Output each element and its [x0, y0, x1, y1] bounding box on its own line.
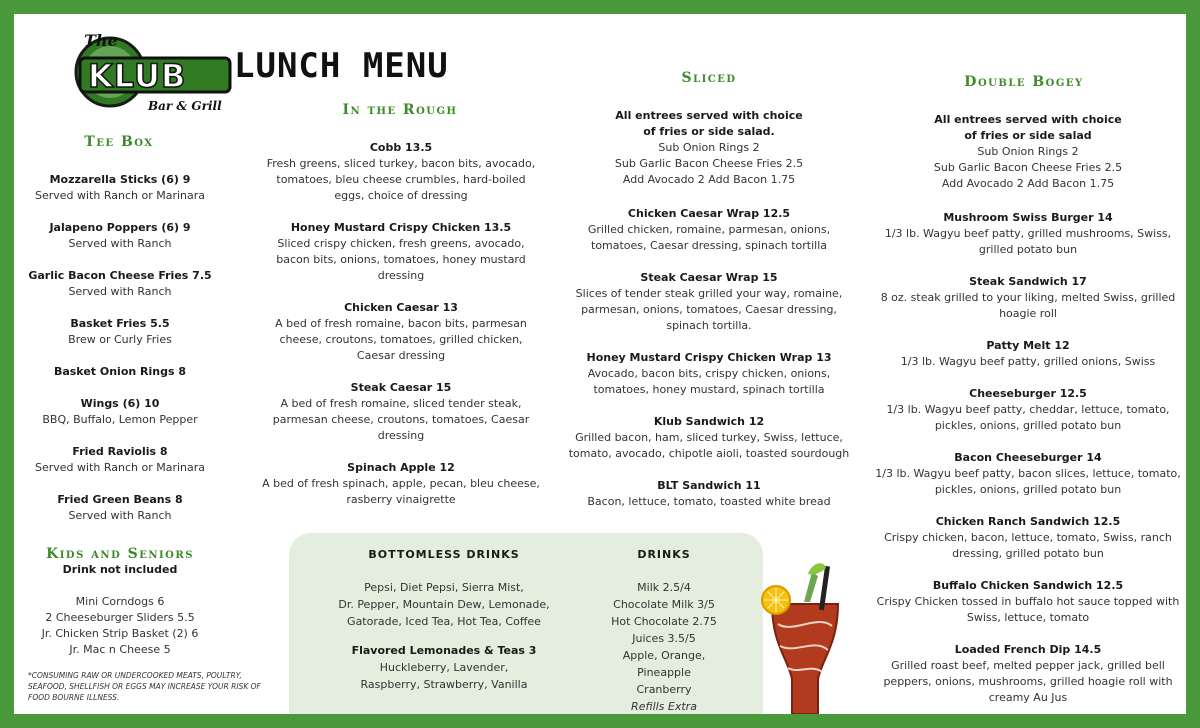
bogey-item-desc: 1/3 lb. Wagyu beef patty, grilled mushrooms, Swiss, grilled potato bun [884, 227, 1172, 256]
rough-item-desc: Fresh greens, sliced turkey, bacon bits, avocado, tomatoes, bleu cheese crumbles, hard-boiled eggs, choice of dressing [266, 157, 536, 202]
sliced-item-name: Klub Sandwich 12 [653, 415, 765, 428]
kids-note: Drink not included [62, 563, 178, 576]
kids-section [14, 546, 226, 658]
sliced-item-desc: Grilled bacon, ham, sliced turkey, Swiss, lettuce, tomato, avocado, chipotle aioli, toasted sourdough [568, 431, 850, 460]
sliced-intro-lead: All entrees served with choice of fries or side salad. [615, 109, 803, 138]
tee-box-item-name: Fried Raviolis 8 [72, 445, 168, 458]
sliced-intro [559, 108, 859, 188]
tee-box-item-desc: Served with Ranch [68, 237, 172, 250]
bogey-item-name: Mushroom Swiss Burger 14 [943, 211, 1113, 224]
tee-box-item [14, 172, 226, 204]
kids-item: 2 Cheeseburger Sliders 5.5 [45, 611, 195, 624]
rough-list [260, 140, 542, 524]
bottomless-heading: BOTTOMLESS DRINKS [368, 548, 520, 561]
sliced-item-name: Honey Mustard Crispy Chicken Wrap 13 [586, 351, 832, 364]
flavored-heading: Flavored Lemonades & Teas 3 [351, 644, 537, 657]
sliced-heading: Sliced [681, 70, 737, 86]
kids-item: Jr. Mac n Cheese 5 [69, 643, 171, 656]
bogey-item [872, 450, 1184, 498]
bogey-item [872, 642, 1184, 706]
tee-box-item-desc: Served with Ranch or Marinara [34, 189, 206, 202]
drinks-line: Cranberry [636, 683, 692, 696]
logo-tagline-text: Bar & Grill [148, 99, 222, 113]
bogey-item-desc: Grilled roast beef, melted pepper jack, grilled bell peppers, onions, mushrooms, grilled hoagie roll with creamy Au Jus [883, 659, 1173, 704]
rough-item [260, 220, 542, 284]
bogey-intro [872, 112, 1184, 192]
kids-item: Mini Corndogs 6 [75, 595, 165, 608]
rough-item [260, 300, 542, 364]
bogey-item-name: Chicken Ranch Sandwich 12.5 [935, 515, 1121, 528]
bogey-item-desc: Crispy chicken, bacon, lettuce, tomato, Swiss, ranch dressing, grilled potato bun [884, 531, 1172, 560]
tee-box-item [14, 364, 226, 380]
bloody-mary-glass-image [752, 554, 862, 714]
sliced-item [559, 270, 859, 334]
bogey-item [872, 210, 1184, 258]
tee-box-item-desc: Served with Ranch [68, 509, 172, 522]
tee-box-item-name: Basket Onion Rings 8 [53, 365, 187, 378]
kids-heading: Kids and Seniors [46, 546, 194, 562]
bogey-intro-line: Sub Onion Rings 2 [977, 145, 1079, 158]
bogey-item [872, 386, 1184, 434]
tee-box-item-desc: Served with Ranch [68, 285, 172, 298]
tee-box-heading: Tee Box [84, 134, 154, 150]
sliced-item-desc: Avocado, bacon bits, crispy chicken, onions, tomatoes, honey mustard, spinach tortilla [587, 367, 831, 396]
tee-box-item-name: Wings (6) 10 [80, 397, 160, 410]
rough-item-name: Honey Mustard Crispy Chicken 13.5 [290, 221, 512, 234]
bogey-item-desc: 1/3 lb. Wagyu beef patty, grilled onions, Swiss [900, 355, 1156, 368]
tee-box-item-name: Basket Fries 5.5 [70, 317, 170, 330]
bottomless-line: Pepsi, Diet Pepsi, Sierra Mist, [364, 581, 524, 594]
tee-box-item [14, 316, 226, 348]
bogey-item [872, 578, 1184, 626]
bogey-item [872, 514, 1184, 562]
rough-heading: In the Rough [342, 102, 458, 118]
rough-item-name: Spinach Apple 12 [347, 461, 455, 474]
tee-box-item [14, 220, 226, 252]
sliced-item-desc: Grilled chicken, romaine, parmesan, onions, tomatoes, Caesar dressing, spinach tortilla [587, 223, 831, 252]
bogey-item-desc: 8 oz. steak grilled to your liking, melted Swiss, grilled hoagie roll [880, 291, 1176, 320]
drinks-line: Apple, Orange, [622, 649, 706, 662]
tee-box-list [14, 172, 226, 540]
bogey-intro-lead: All entrees served with choice of fries or side salad [934, 113, 1122, 142]
rough-item-desc: A bed of fresh romaine, bacon bits, parmesan cheese, croutons, tomatoes, grilled chicken, Caesar dressing [275, 317, 527, 362]
rough-item-name: Cobb 13.5 [369, 141, 433, 154]
drinks-line: Juices 3.5/5 [632, 632, 696, 645]
rough-item-name: Chicken Caesar 13 [344, 301, 458, 314]
tee-box-item-desc: BBQ, Buffalo, Lemon Pepper [42, 413, 198, 426]
logo-the-text: The [84, 31, 118, 50]
drinks-line: Pineapple [637, 666, 691, 679]
tee-box-item [14, 444, 226, 476]
flavored-line: Raspberry, Strawberry, Vanilla [360, 678, 528, 691]
bogey-section [872, 112, 1184, 722]
bogey-heading: Double Bogey [964, 74, 1084, 90]
tee-box-item-desc: Served with Ranch or Marinara [34, 461, 206, 474]
rough-item-name: Steak Caesar 15 [350, 381, 452, 394]
bogey-item-name: Buffalo Chicken Sandwich 12.5 [932, 579, 1124, 592]
flavored-line: Huckleberry, Lavender, [379, 661, 509, 674]
bottomless-line: Dr. Pepper, Mountain Dew, Lemonade, [338, 598, 550, 611]
tee-box-item [14, 268, 226, 300]
sliced-item [559, 478, 859, 510]
bogey-item-name: Steak Sandwich 17 [969, 275, 1087, 288]
tee-box-item-name: Mozzarella Sticks (6) 9 [49, 173, 191, 186]
tee-box-item-name: Garlic Bacon Cheese Fries 7.5 [28, 269, 212, 282]
bogey-item-desc: 1/3 lb. Wagyu beef patty, cheddar, lettuce, tomato, pickles, onions, grilled potato bun [886, 403, 1170, 432]
sliced-item [559, 206, 859, 254]
bogey-item-desc: 1/3 lb. Wagyu beef patty, bacon slices, lettuce, tomato, pickles, onions, grilled potato bun [875, 467, 1181, 496]
sliced-item-name: Steak Caesar Wrap 15 [640, 271, 778, 284]
sliced-item-name: Chicken Caesar Wrap 12.5 [627, 207, 791, 220]
kids-item: Jr. Chicken Strip Basket (2) 6 [41, 627, 199, 640]
rough-item [260, 140, 542, 204]
tee-box-item [14, 396, 226, 428]
sliced-intro-line: Sub Garlic Bacon Cheese Fries 2.5 [614, 157, 804, 170]
rough-item-desc: Sliced crispy chicken, fresh greens, avocado, bacon bits, onions, tomatoes, honey mustard dressing [276, 237, 526, 282]
bogey-intro-line: Add Avocado 2 Add Bacon 1.75 [941, 177, 1115, 190]
bogey-item-name: Bacon Cheeseburger 14 [954, 451, 1102, 464]
bogey-item-desc: Crispy Chicken tossed in buffalo hot sauce topped with Swiss, lettuce, tomato [876, 595, 1180, 624]
sliced-item [559, 350, 859, 398]
sliced-intro-line: Add Avocado 2 Add Bacon 1.75 [622, 173, 796, 186]
sliced-item-desc: Bacon, lettuce, tomato, toasted white bread [587, 495, 831, 508]
drinks-heading: DRINKS [637, 548, 691, 561]
sliced-intro-line: Sub Onion Rings 2 [658, 141, 760, 154]
sliced-item [559, 414, 859, 462]
sliced-item-desc: Slices of tender steak grilled your way, romaine, parmesan, onions, tomatoes, Caesar dressing, spinach tortilla. [575, 287, 843, 332]
rough-item [260, 380, 542, 444]
bogey-item-name: Loaded French Dip 14.5 [954, 643, 1102, 656]
rough-item-desc: A bed of fresh romaine, sliced tender steak, parmesan cheese, croutons, tomatoes, Caesar dressing [272, 397, 530, 442]
bogey-item-name: Cheeseburger 12.5 [969, 387, 1087, 400]
sliced-item-name: BLT Sandwich 11 [657, 479, 761, 492]
bogey-item [872, 338, 1184, 370]
drinks-list [586, 546, 742, 715]
bottomless-line: Gatorade, Iced Tea, Hot Tea, Coffee [347, 615, 541, 628]
drinks-line: Chocolate Milk 3/5 [613, 598, 715, 611]
tee-box-item [14, 492, 226, 524]
logo-brand-text: KLUB [88, 57, 187, 95]
tee-box-item-name: Fried Green Beans 8 [57, 493, 183, 506]
kids-list [14, 594, 226, 658]
rough-item-desc: A bed of fresh spinach, apple, pecan, bleu cheese, rasberry vinaigrette [262, 477, 540, 506]
sliced-section [559, 108, 859, 526]
tee-box-item-desc: Brew or Curly Fries [68, 333, 172, 346]
refills-note: Refills Extra [631, 700, 697, 713]
drinks-line: Milk 2.5/4 [637, 581, 691, 594]
bogey-item-name: Patty Melt 12 [986, 339, 1070, 352]
tee-box-item-name: Jalapeno Poppers (6) 9 [49, 221, 191, 234]
bogey-intro-line: Sub Garlic Bacon Cheese Fries 2.5 [933, 161, 1123, 174]
rough-item [260, 460, 542, 508]
page-title: LUNCH MENU [234, 46, 449, 86]
bottomless-drinks [309, 546, 579, 693]
drinks-line: Hot Chocolate 2.75 [611, 615, 717, 628]
food-disclaimer: *CONSUMING RAW OR UNDERCOOKED MEATS, POULTRY, SEAFOOD, SHELLFISH OR EGGS MAY INCREASE YOUR RISK OF FOOD BOURNE ILLNESS. [28, 671, 261, 702]
bogey-item [872, 274, 1184, 322]
klub-logo [64, 20, 234, 118]
